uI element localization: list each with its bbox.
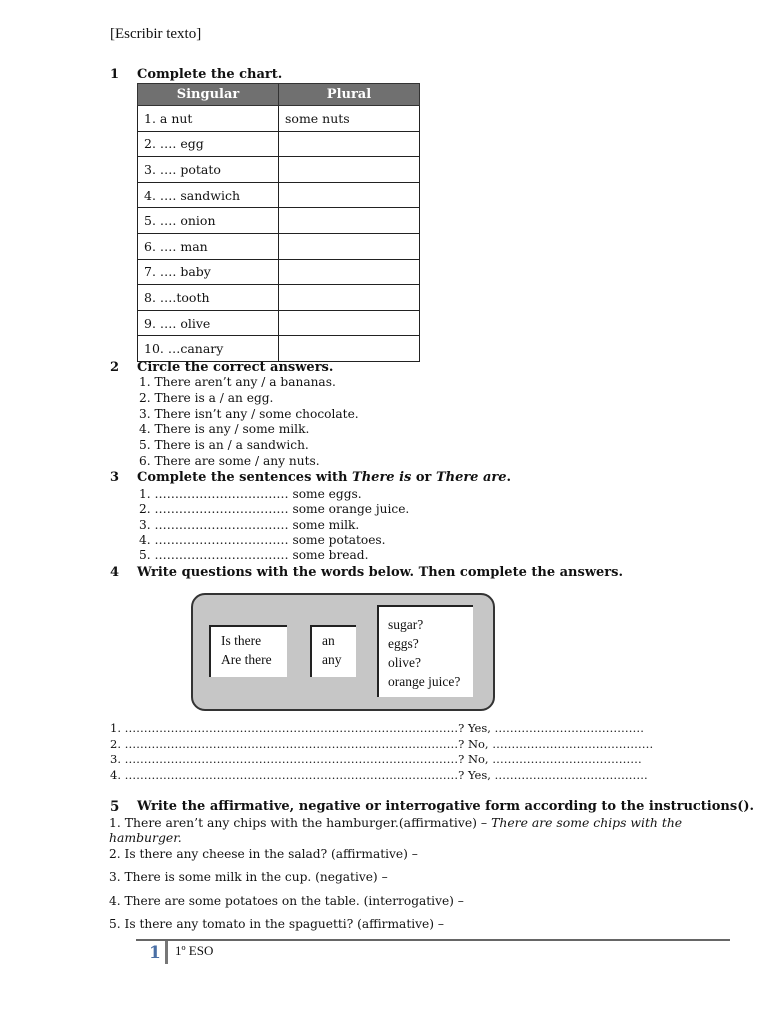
singular-cell: 5. …. onion xyxy=(138,208,279,234)
list-item: 3. …………………………… some milk. xyxy=(139,517,360,532)
list-item: 4. …………………………… some potatoes. xyxy=(139,532,386,547)
section-5-item-2: 2. Is there any cheese in the salad? (affirmative) – xyxy=(109,847,418,861)
singular-cell: 4. …. sandwich xyxy=(138,182,279,208)
section-1-number: 1 xyxy=(110,67,120,82)
answer-line: 2. ……………………………………………………………………………? No, …………………………………… xyxy=(110,736,654,751)
singular-cell: 6. …. man xyxy=(138,233,279,259)
section-5-title: Write the affirmative, negative or interrogative form according to the instructions(). xyxy=(137,799,755,814)
footer-text: 1º ESO xyxy=(175,943,214,958)
section-3-title xyxy=(137,470,511,485)
footer-separator xyxy=(165,941,168,964)
section-5-item-1 xyxy=(109,815,699,845)
answer-line: 4. ……………………………………………………………………………? Yes, …………………………………. xyxy=(110,767,648,782)
table-row xyxy=(138,233,420,259)
plural-cell xyxy=(279,336,420,362)
section-5-item-5: 5. Is there any tomato in the spaguetti? (affirmative) – xyxy=(109,917,444,931)
title-text: Complete the sentences with xyxy=(137,470,353,485)
word: Are there xyxy=(221,652,272,667)
section-4-lines xyxy=(110,721,654,783)
table-row xyxy=(138,106,420,132)
list-item: 2. …………………………… some orange juice. xyxy=(139,502,410,517)
title-italic: There is xyxy=(352,470,412,485)
list-item: 2. There is a / an egg. xyxy=(139,390,274,405)
section-2-list xyxy=(139,375,359,470)
header-plural: Plural xyxy=(279,84,420,106)
singular-cell: 2. …. egg xyxy=(138,131,279,157)
item-answer: There are some chips with the xyxy=(491,815,683,830)
section-1-title: Complete the chart. xyxy=(137,67,283,82)
list-item: 3. There isn’t any / some chocolate. xyxy=(139,406,359,421)
section-5-number: 5 xyxy=(110,799,120,815)
section-4-number: 4 xyxy=(110,565,120,580)
list-item: 5. …………………………… some bread. xyxy=(139,548,369,563)
section-5-item-3: 3. There is some milk in the cup. (negative) – xyxy=(109,870,388,884)
section-2-number: 2 xyxy=(110,360,120,375)
word: olive? xyxy=(388,655,421,670)
plural-cell xyxy=(279,233,420,259)
footer-divider xyxy=(136,939,730,941)
title-italic: There are xyxy=(435,470,507,485)
list-item: 5. There is an / a sandwich. xyxy=(139,438,309,453)
section-3-number: 3 xyxy=(110,470,120,485)
answer-line: 1. ……………………………………………………………………………? Yes, ………………………………… xyxy=(110,721,645,735)
title-text: or xyxy=(411,470,436,485)
section-4-title: Write questions with the words below. Then complete the answers. xyxy=(137,565,623,580)
plural-cell xyxy=(279,182,420,208)
word-box-verbs xyxy=(209,625,287,677)
item-answer: hamburger. xyxy=(109,830,182,845)
page-number: 1 xyxy=(149,943,161,963)
section-5-item-4: 4. There are some potatoes on the table. (interrogative) – xyxy=(109,894,464,908)
singular-cell: 3. …. potato xyxy=(138,157,279,183)
singular-plural-chart xyxy=(137,83,420,362)
singular-cell: 10. …canary xyxy=(138,336,279,362)
table-row xyxy=(138,208,420,234)
word-box-quantifiers xyxy=(310,625,356,677)
plural-cell xyxy=(279,259,420,285)
table-row xyxy=(138,259,420,285)
singular-cell: 8. ….tooth xyxy=(138,285,279,311)
section-2-title: Circle the correct answers. xyxy=(137,360,334,375)
table-row xyxy=(138,336,420,362)
answer-line: 3. ……………………………………………………………………………? No, ………………………………… xyxy=(110,752,642,766)
word: orange juice? xyxy=(388,674,461,689)
word-box xyxy=(191,593,495,711)
section-3-list xyxy=(139,487,409,563)
table-row xyxy=(138,182,420,208)
singular-cell: 7. …. baby xyxy=(138,259,279,285)
word: an xyxy=(322,633,335,648)
list-item: 6. There are some / any nuts. xyxy=(139,453,320,468)
word: eggs? xyxy=(388,636,419,651)
list-item: 4. There is any / some milk. xyxy=(139,422,310,437)
plural-cell: some nuts xyxy=(279,106,420,132)
table-row xyxy=(138,310,420,336)
table-row xyxy=(138,131,420,157)
list-item: 1. There aren’t any / a bananas. xyxy=(139,375,336,389)
plural-cell xyxy=(279,310,420,336)
plural-cell xyxy=(279,131,420,157)
table-row xyxy=(138,285,420,311)
item-text: 1. There aren’t any chips with the hamburger.(affirmative) – xyxy=(109,815,492,830)
word: any xyxy=(322,652,342,667)
plural-cell xyxy=(279,285,420,311)
plural-cell xyxy=(279,208,420,234)
singular-cell: 1. a nut xyxy=(138,106,279,132)
header-singular: Singular xyxy=(138,84,279,106)
page-header: [Escribir texto] xyxy=(110,26,202,42)
table-row xyxy=(138,157,420,183)
word: Is there xyxy=(221,633,262,648)
list-item: 1. …………………………… some eggs. xyxy=(139,487,362,501)
plural-cell xyxy=(279,157,420,183)
chart-body xyxy=(138,106,420,362)
word: sugar? xyxy=(388,617,424,632)
title-text: . xyxy=(506,470,512,485)
singular-cell: 9. …. olive xyxy=(138,310,279,336)
word-box-nouns xyxy=(377,605,473,697)
